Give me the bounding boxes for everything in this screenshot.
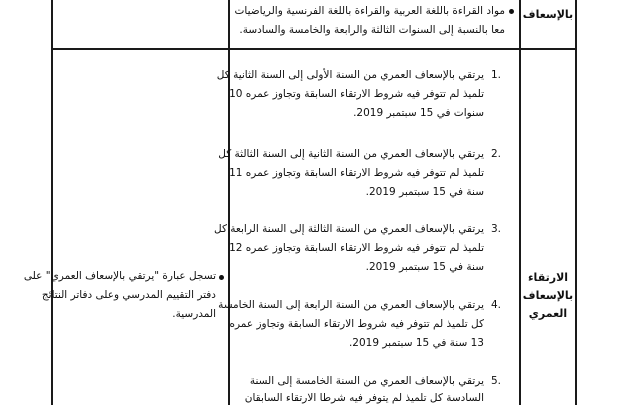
item-number: 2.: [491, 148, 502, 160]
table-border-right: [575, 0, 577, 405]
item-line: يرتقي بالإسعاف العمري من السنة الأولى إلى السنة الثانية كل: [216, 69, 484, 81]
item-number: 3.: [491, 223, 502, 235]
main-row-label-line: الارتقاء: [527, 271, 569, 284]
item-line: السادسة كل تلميذ لم يتوفر فيه شرطا الارتقاء السابقان: [244, 392, 484, 404]
column-divider-note: [228, 0, 230, 405]
item-line: تلميذ لم تتوفر فيه شروط الارتقاء السابقة وتجاوز عمره 10: [229, 88, 484, 100]
item-line: يرتقي بالإسعاف العمري من السنة الرابعة إلى السنة الخامسة: [218, 299, 484, 311]
top-row-label: بالإسعاف: [522, 8, 574, 21]
main-row-label: [521, 269, 575, 323]
row-divider: [51, 48, 577, 50]
item-line: يرتقي بالإسعاف العمري من السنة الثالثة إلى السنة الرابعة كل: [214, 223, 484, 235]
note-line: المدرسية.: [172, 308, 216, 320]
item-line: يرتقي بالإسعاف العمري من السنة الثانية إلى السنة الثالثة كل: [218, 148, 484, 160]
item-number: 5.: [491, 375, 502, 387]
top-row-text-line: مواد القراءة باللغة العربية والقراءة باللغة الفرنسية والرياضيات: [234, 5, 505, 17]
main-row-label-line: العمري: [528, 307, 568, 320]
item-number: 4.: [491, 299, 502, 311]
item-line: سنة في 15 سبتمبر 2019.: [365, 186, 484, 198]
table-border-left: [51, 0, 53, 405]
bullet-marker: [219, 275, 224, 280]
top-row-text-line: معا بالنسبة إلى السنوات الثالثة والرابعة والخامسة والسادسة.: [239, 24, 505, 36]
item-line: يرتقي بالإسعاف العمري من السنة الخامسة إلى السنة: [249, 375, 484, 387]
item-line: كل تلميذ لم تتوفر فيه شروط الارتقاء السابقة وتجاوز عمره: [229, 318, 484, 330]
item-line: تلميذ لم تتوفر فيه شروط الارتقاء السابقة وتجاوز عمره 11: [229, 167, 484, 179]
item-line: سنة في 15 سبتمبر 2019.: [365, 261, 484, 273]
item-line: تلميذ لم تتوفر فيه شروط الارتقاء السابقة وتجاوز عمره 12: [229, 242, 484, 254]
item-number: 1.: [491, 69, 502, 81]
bullet-marker: [509, 9, 514, 14]
item-line: 13 سنة في 15 سبتمبر 2019.: [348, 337, 484, 349]
note-line: تسجل عبارة "يرتقي بالإسعاف العمري" على: [23, 270, 216, 282]
note-line: دفتر التقييم المدرسي وعلى دفاتر النتائج: [41, 289, 216, 301]
column-divider-label: [519, 0, 521, 405]
main-row-label-line: بالإسعاف: [522, 289, 574, 302]
item-line: سنوات في 15 سبتمبر 2019.: [353, 107, 484, 119]
